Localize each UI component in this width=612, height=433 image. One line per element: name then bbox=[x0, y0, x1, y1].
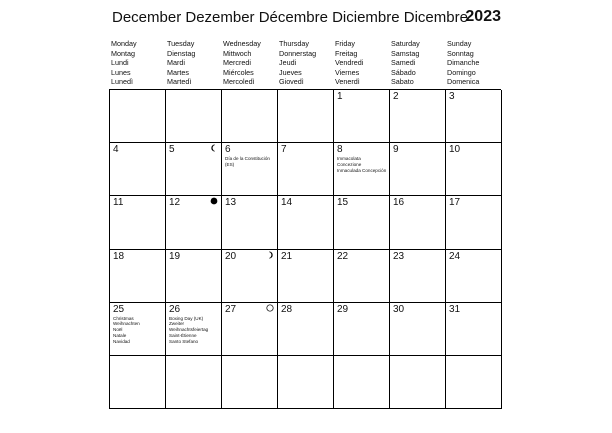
weekday-name: Jeudi bbox=[279, 58, 297, 68]
holiday-list bbox=[169, 316, 219, 345]
last-quarter-moon-icon bbox=[210, 144, 218, 152]
day-cell bbox=[278, 90, 334, 143]
day-cell bbox=[166, 143, 222, 196]
day-cell bbox=[390, 250, 446, 303]
day-cell bbox=[390, 196, 446, 249]
day-number: 1 bbox=[337, 91, 343, 102]
weekday-name: Sonntag bbox=[447, 48, 474, 58]
weekday-name: Mercredi bbox=[223, 58, 251, 68]
day-cell bbox=[110, 356, 166, 409]
day-number: 28 bbox=[281, 303, 293, 315]
day-number: 20 bbox=[225, 250, 237, 262]
day-number: 17 bbox=[449, 197, 461, 209]
weekday-name: Dienstag bbox=[167, 48, 196, 58]
weekday-name: Lunes bbox=[111, 67, 131, 77]
weekday-headers bbox=[109, 39, 501, 87]
day-cell bbox=[110, 196, 166, 249]
day-cell bbox=[446, 250, 502, 303]
holiday-label: Zweiter bbox=[169, 321, 185, 327]
day-number: 6 bbox=[225, 144, 231, 156]
day-cell bbox=[166, 356, 222, 409]
day-cell bbox=[278, 356, 334, 409]
day-cell bbox=[166, 90, 222, 143]
weekday-name: Sábado bbox=[391, 67, 416, 77]
day-cell bbox=[334, 250, 390, 303]
holiday-label: Inmaculada Concepción bbox=[337, 167, 387, 173]
day-cell bbox=[446, 196, 502, 249]
day-cell bbox=[222, 356, 278, 409]
day-cell bbox=[166, 303, 222, 356]
day-cell bbox=[446, 143, 502, 196]
weekday-header bbox=[165, 39, 221, 87]
weekday-name: Martedì bbox=[167, 77, 192, 87]
holiday-label: Noël bbox=[113, 327, 123, 333]
weekday-name: Monday bbox=[111, 39, 137, 48]
calendar-title: December Dezember Décembre Diciembre Dicembre bbox=[112, 9, 468, 26]
weekday-name: Tuesday bbox=[167, 39, 195, 48]
new-moon-icon bbox=[210, 197, 218, 205]
weekday-header bbox=[221, 39, 277, 87]
first-quarter-moon-icon bbox=[266, 251, 274, 259]
weekday-name: Viernes bbox=[335, 67, 360, 77]
day-cell bbox=[110, 90, 166, 143]
weekday-name: Freitag bbox=[335, 48, 358, 58]
day-cell bbox=[222, 303, 278, 356]
day-cell bbox=[334, 143, 390, 196]
day-number: 15 bbox=[337, 197, 349, 209]
day-number: 22 bbox=[337, 250, 349, 262]
day-cell bbox=[334, 90, 390, 143]
weekday-name: Lundi bbox=[111, 58, 129, 68]
day-number: 26 bbox=[169, 303, 181, 315]
day-cell bbox=[166, 196, 222, 249]
weekday-header bbox=[445, 39, 501, 87]
month-grid bbox=[109, 89, 501, 409]
weekday-name: Samstag bbox=[391, 48, 420, 58]
day-cell bbox=[110, 250, 166, 303]
weekday-name: Montag bbox=[111, 48, 135, 58]
holiday-label: Christmas bbox=[113, 315, 134, 321]
day-cell bbox=[278, 250, 334, 303]
holiday-label: Immacolata bbox=[337, 156, 361, 162]
holiday-list bbox=[337, 156, 387, 173]
day-number: 2 bbox=[393, 91, 399, 102]
day-number: 21 bbox=[281, 250, 293, 262]
weekday-name: Dimanche bbox=[447, 58, 480, 68]
holiday-label: Weihnachten bbox=[113, 321, 140, 327]
day-number: 31 bbox=[449, 303, 461, 315]
day-number: 11 bbox=[113, 197, 124, 209]
day-cell bbox=[278, 196, 334, 249]
holiday-label: Weihnachtsfeiertag bbox=[169, 327, 209, 333]
day-number: 12 bbox=[169, 197, 181, 209]
holiday-label: Saint-Étienne bbox=[169, 333, 197, 339]
holiday-label: Concezione bbox=[337, 161, 362, 167]
weekday-name: Domingo bbox=[447, 67, 476, 77]
weekday-name: Jueves bbox=[279, 67, 302, 77]
day-cell bbox=[446, 303, 502, 356]
weekday-header bbox=[277, 39, 333, 87]
holiday-label: Santo Stefano bbox=[169, 338, 199, 344]
day-number: 7 bbox=[281, 144, 287, 156]
holiday-label: Natale bbox=[113, 333, 127, 339]
weekday-name: Wednesday bbox=[223, 39, 261, 48]
weekday-name: Vendredi bbox=[335, 58, 364, 68]
weekday-header bbox=[389, 39, 445, 87]
day-cell bbox=[446, 356, 502, 409]
day-cell bbox=[222, 250, 278, 303]
day-cell bbox=[222, 90, 278, 143]
day-cell bbox=[390, 303, 446, 356]
weekday-name: Venerdì bbox=[335, 77, 360, 87]
day-number: 13 bbox=[225, 197, 237, 209]
day-number: 10 bbox=[449, 144, 461, 156]
day-number: 25 bbox=[113, 303, 125, 315]
calendar-year: 2023 bbox=[465, 8, 501, 25]
weekday-header bbox=[333, 39, 389, 87]
day-cell bbox=[278, 303, 334, 356]
holiday-label: Día de la Constitución bbox=[225, 156, 270, 162]
day-number: 5 bbox=[169, 144, 175, 156]
holiday-label: (ES) bbox=[225, 161, 235, 167]
holiday-list bbox=[225, 156, 275, 168]
holiday-label: Navidad bbox=[113, 338, 130, 344]
weekday-name: Domenica bbox=[447, 77, 480, 87]
weekday-name: Thursday bbox=[279, 39, 309, 48]
day-number: 19 bbox=[169, 250, 181, 262]
weekday-header bbox=[109, 39, 165, 87]
day-cell bbox=[110, 303, 166, 356]
weekday-name: Mercoledì bbox=[223, 77, 255, 87]
day-number: 16 bbox=[393, 197, 405, 209]
day-cell bbox=[446, 90, 502, 143]
weekday-name: Giovedì bbox=[279, 77, 304, 87]
day-cell bbox=[278, 143, 334, 196]
weekday-name: Lunedì bbox=[111, 77, 133, 87]
day-number: 29 bbox=[337, 303, 349, 315]
weekday-name: Miércoles bbox=[223, 67, 254, 77]
day-cell bbox=[166, 250, 222, 303]
day-number: 3 bbox=[449, 91, 455, 102]
day-number: 18 bbox=[113, 250, 125, 262]
holiday-label: Boxing Day (UK) bbox=[169, 315, 204, 321]
weekday-name: Sunday bbox=[447, 39, 472, 48]
day-cell bbox=[222, 196, 278, 249]
weekday-name: Mardi bbox=[167, 58, 185, 68]
weekday-name: Samedi bbox=[391, 58, 416, 68]
weekday-name: Martes bbox=[167, 67, 189, 77]
day-cell bbox=[390, 143, 446, 196]
day-number: 23 bbox=[393, 250, 405, 262]
day-number: 14 bbox=[281, 197, 293, 209]
day-cell bbox=[390, 356, 446, 409]
weekday-name: Friday bbox=[335, 39, 355, 48]
day-number: 9 bbox=[393, 144, 399, 156]
weekday-name: Mittwoch bbox=[223, 48, 252, 58]
day-number: 4 bbox=[113, 144, 119, 156]
day-number: 8 bbox=[337, 144, 343, 156]
day-number: 30 bbox=[393, 303, 405, 315]
day-number: 24 bbox=[449, 250, 461, 262]
weekday-name: Donnerstag bbox=[279, 48, 317, 58]
day-number: 27 bbox=[225, 303, 237, 315]
holiday-list bbox=[113, 316, 163, 345]
day-cell bbox=[334, 303, 390, 356]
day-cell bbox=[334, 196, 390, 249]
full-moon-icon bbox=[266, 304, 274, 312]
weekday-name: Saturday bbox=[391, 39, 420, 48]
weekday-name: Sabato bbox=[391, 77, 414, 87]
day-cell bbox=[110, 143, 166, 196]
day-cell bbox=[222, 143, 278, 196]
day-cell bbox=[390, 90, 446, 143]
day-cell bbox=[334, 356, 390, 409]
